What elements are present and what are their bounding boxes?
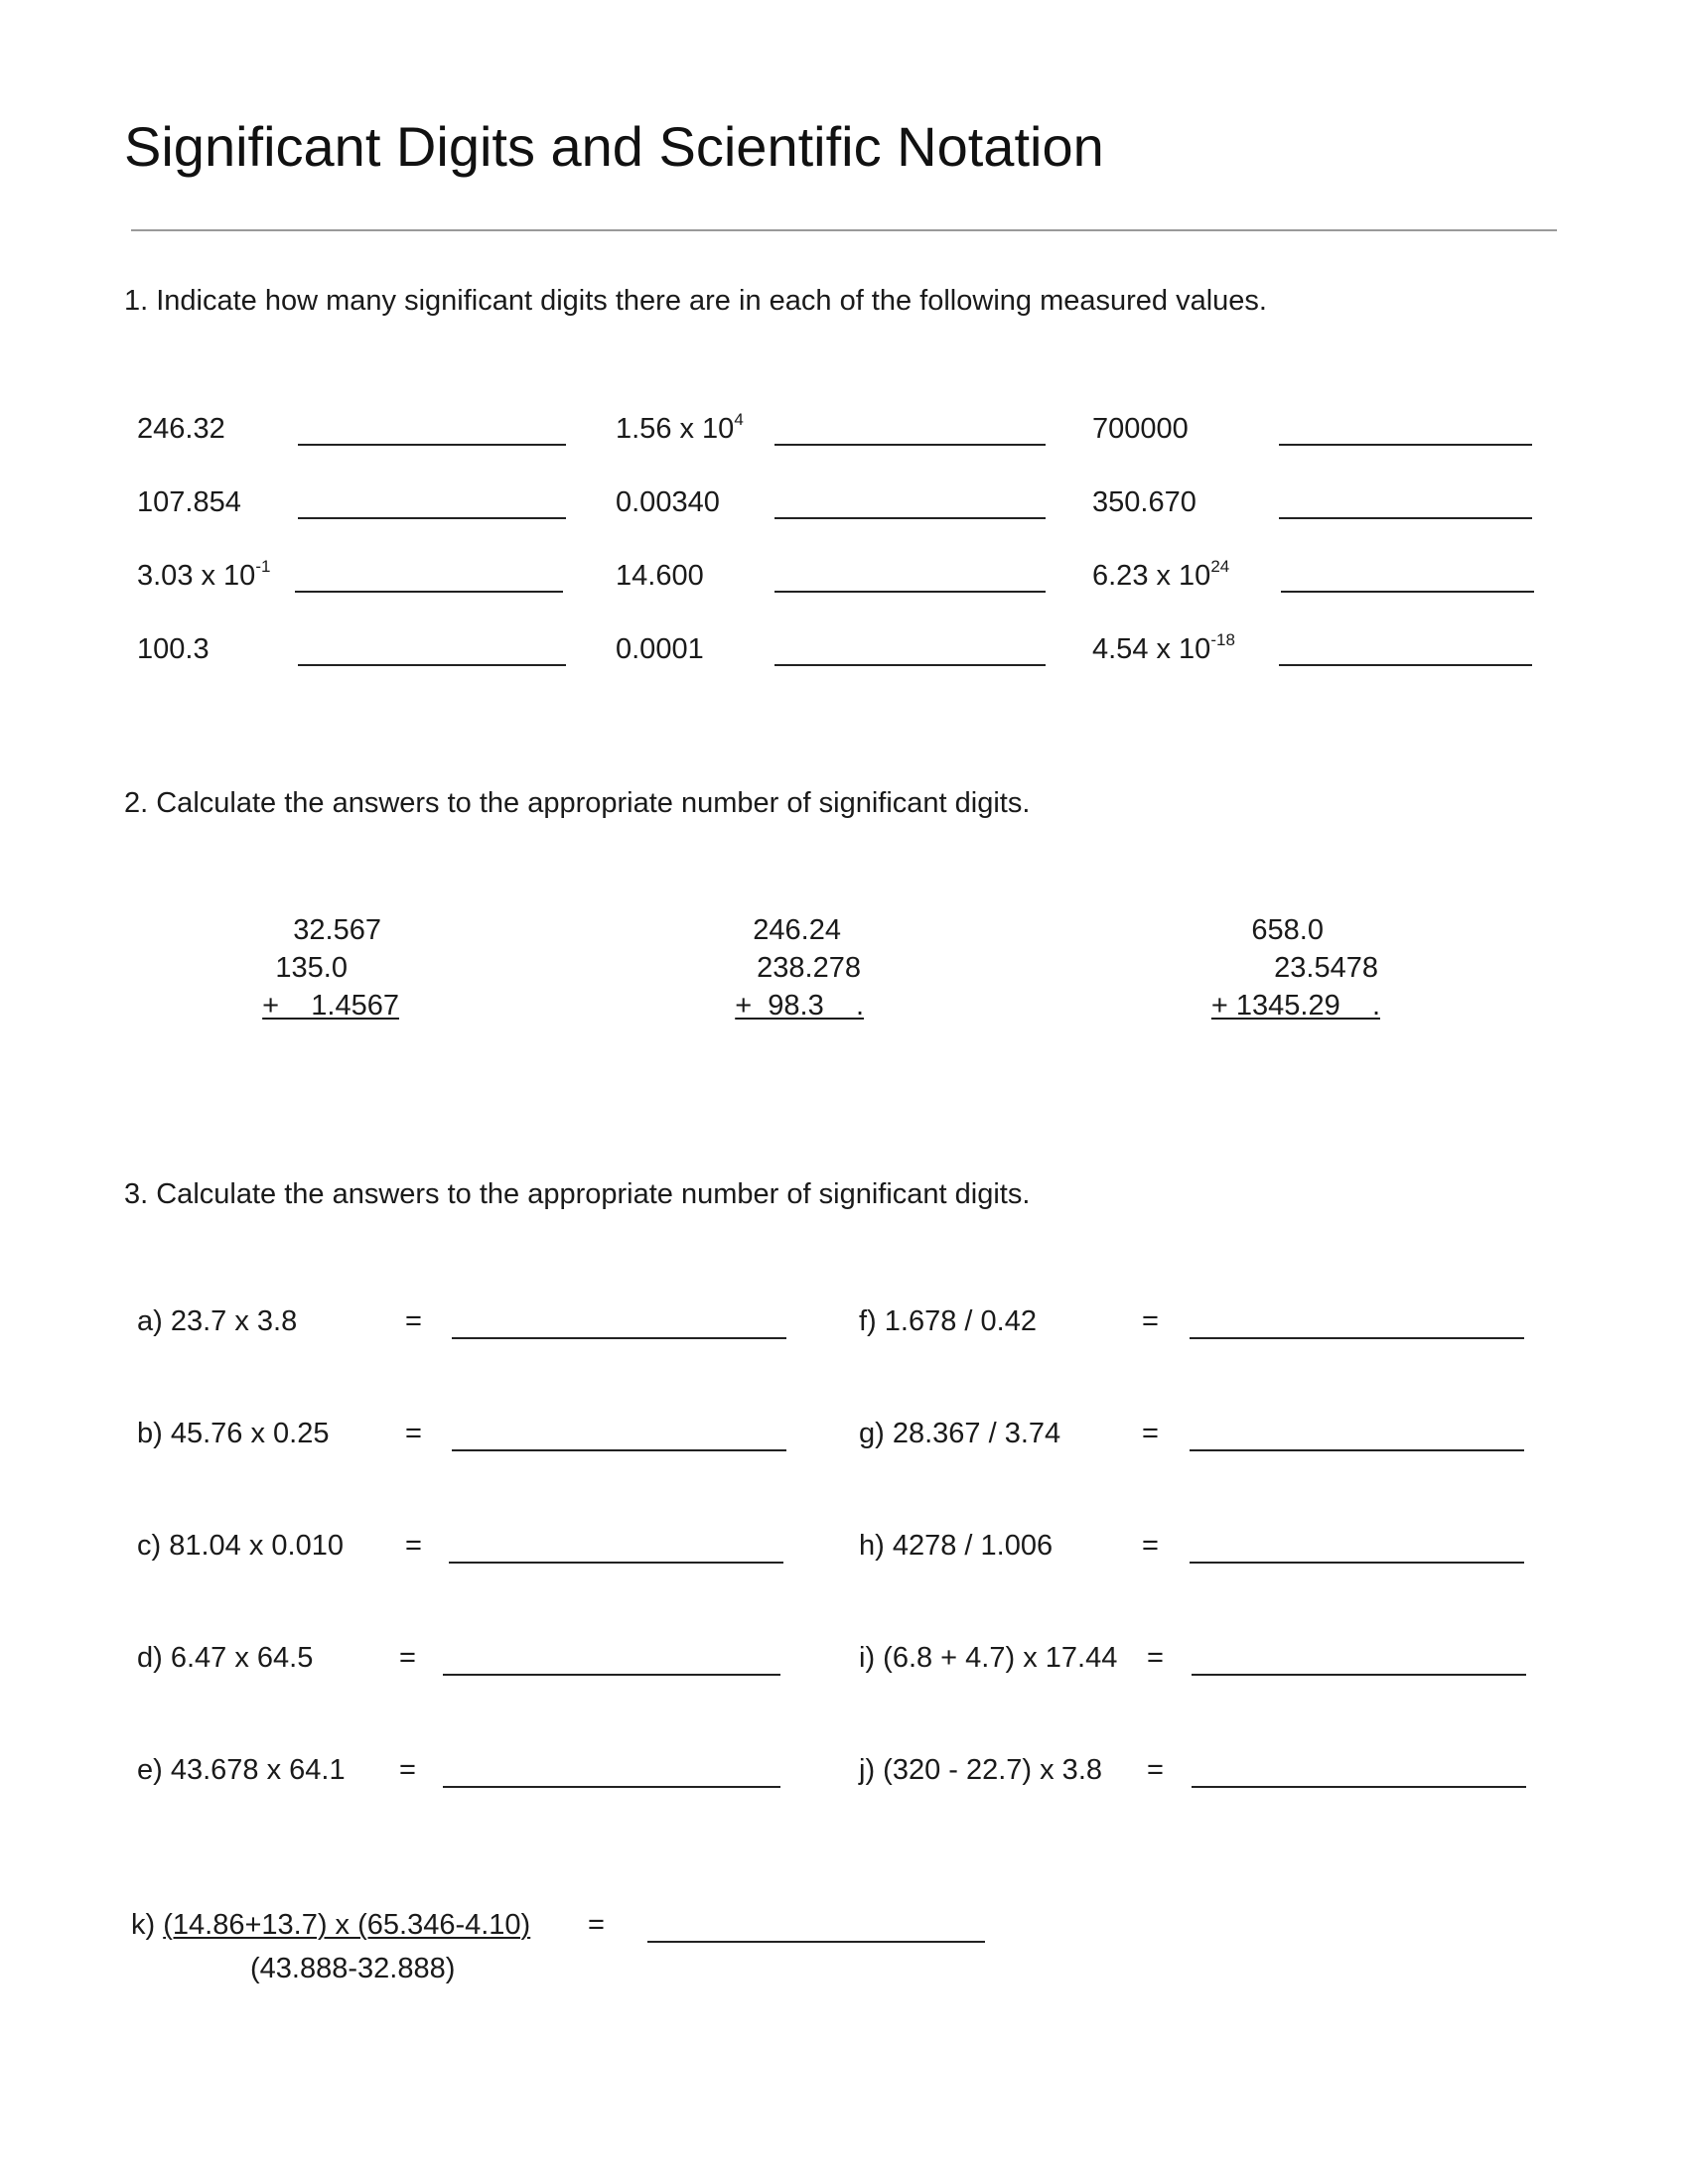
q3-k-numerator: (14.86+13.7) x (65.346-4.10) xyxy=(163,1909,531,1941)
q3-equals-k: = xyxy=(588,1909,605,1941)
q3-equals-j: = xyxy=(1147,1754,1164,1786)
q3-item-j: j) (320 - 22.7) x 3.8 xyxy=(859,1754,1102,1786)
q3-answer-blank-b[interactable] xyxy=(452,1449,786,1451)
q3-answer-blank-g[interactable] xyxy=(1190,1449,1524,1451)
q2-c-line-2: 23.5478 xyxy=(1274,952,1378,984)
q1-value-1: 246.32 xyxy=(137,413,225,445)
q1-value-6: 350.670 xyxy=(1092,486,1196,518)
q3-answer-blank-f[interactable] xyxy=(1190,1337,1524,1339)
q3-item-c: c) 81.04 x 0.010 xyxy=(137,1530,344,1562)
q1-answer-blank-2[interactable] xyxy=(774,444,1046,446)
q1-value-5: 0.00340 xyxy=(616,486,720,518)
q3-item-f: f) 1.678 / 0.42 xyxy=(859,1305,1037,1337)
q1-answer-blank-4[interactable] xyxy=(298,517,566,519)
q3-equals-g: = xyxy=(1142,1418,1159,1449)
q2-b-line-1: 246.24 xyxy=(753,914,841,946)
q3-item-i: i) (6.8 + 4.7) x 17.44 xyxy=(859,1642,1118,1674)
q3-equals-i: = xyxy=(1147,1642,1164,1674)
q1-value-8: 14.600 xyxy=(616,560,704,592)
q3-equals-c: = xyxy=(405,1530,422,1562)
q1-value-11: 0.0001 xyxy=(616,633,704,665)
question-1-prompt: 1. Indicate how many significant digits there are in each of the following measured values. xyxy=(124,285,1267,317)
q3-answer-blank-a[interactable] xyxy=(452,1337,786,1339)
q1-answer-blank-12[interactable] xyxy=(1279,664,1532,666)
q2-c-line-1: 658.0 xyxy=(1251,914,1324,946)
q3-item-g: g) 28.367 / 3.74 xyxy=(859,1418,1061,1449)
q1-answer-blank-3[interactable] xyxy=(1279,444,1532,446)
q3-answer-blank-d[interactable] xyxy=(443,1674,780,1676)
q1-value-2: 1.56 x $10^4$ xyxy=(616,410,744,445)
q1-answer-blank-1[interactable] xyxy=(298,444,566,446)
q3-item-h: h) 4278 / 1.006 xyxy=(859,1530,1054,1562)
divider xyxy=(131,229,1557,231)
q1-value-4: 107.854 xyxy=(137,486,241,518)
q3-answer-blank-j[interactable] xyxy=(1192,1786,1526,1788)
q1-answer-blank-5[interactable] xyxy=(774,517,1046,519)
q2-problem-c xyxy=(1192,911,1380,1024)
q3-answer-blank-e[interactable] xyxy=(443,1786,780,1788)
q3-answer-blank-i[interactable] xyxy=(1192,1674,1526,1676)
q2-b-line-2: 238.278 xyxy=(757,952,861,984)
q3-answer-blank-k[interactable] xyxy=(647,1941,985,1943)
q3-equals-h: = xyxy=(1142,1530,1159,1562)
q2-a-line-2: 135.0 xyxy=(275,952,348,984)
q2-b-line-3: + 98.3 . xyxy=(735,990,864,1022)
q2-a-line-3: + 1.4567 xyxy=(262,990,399,1022)
q3-equals-d: = xyxy=(399,1642,416,1674)
q3-item-b: b) 45.76 x 0.25 xyxy=(137,1418,330,1449)
question-3-prompt: 3. Calculate the answers to the appropriate number of significant digits. xyxy=(124,1178,1031,1210)
q1-value-12: 4.54 x $10^{-18}$ xyxy=(1092,630,1235,665)
question-2-prompt: 2. Calculate the answers to the appropriate number of significant digits. xyxy=(124,787,1031,819)
q3-equals-f: = xyxy=(1142,1305,1159,1337)
q1-value-9: 6.23 x $10^{24}$ xyxy=(1092,557,1230,592)
q2-problem-a xyxy=(248,911,399,1024)
q3-item-a: a) 23.7 x 3.8 xyxy=(137,1305,298,1337)
q1-answer-blank-7[interactable] xyxy=(295,591,563,593)
q1-answer-blank-11[interactable] xyxy=(774,664,1046,666)
q2-a-line-1: 32.567 xyxy=(293,914,381,946)
q2-c-line-3: + 1345.29 . xyxy=(1210,990,1380,1022)
q1-answer-blank-10[interactable] xyxy=(298,664,566,666)
q3-answer-blank-h[interactable] xyxy=(1190,1562,1524,1564)
q1-value-10: 100.3 xyxy=(137,633,210,665)
q3-equals-b: = xyxy=(405,1418,422,1449)
q3-item-d: d) 6.47 x 64.5 xyxy=(137,1642,314,1674)
q1-answer-blank-9[interactable] xyxy=(1281,591,1534,593)
q3-item-e: e) 43.678 x 64.1 xyxy=(137,1754,346,1786)
q3-answer-blank-c[interactable] xyxy=(449,1562,783,1564)
q3-k-prefix: k) xyxy=(131,1909,164,1941)
q1-value-3: 700000 xyxy=(1092,413,1189,445)
q3-k-denominator: (43.888-32.888) xyxy=(250,1953,456,1984)
q3-equals-a: = xyxy=(405,1305,422,1337)
page-title: Significant Digits and Scientific Notation xyxy=(124,115,1104,178)
q3-equals-e: = xyxy=(399,1754,416,1786)
q2-problem-b xyxy=(715,911,864,1024)
q3-item-k xyxy=(131,1909,530,1942)
q1-answer-blank-6[interactable] xyxy=(1279,517,1532,519)
q1-answer-blank-8[interactable] xyxy=(774,591,1046,593)
q1-value-7: 3.03 x $10^{-1}$ xyxy=(137,557,271,592)
